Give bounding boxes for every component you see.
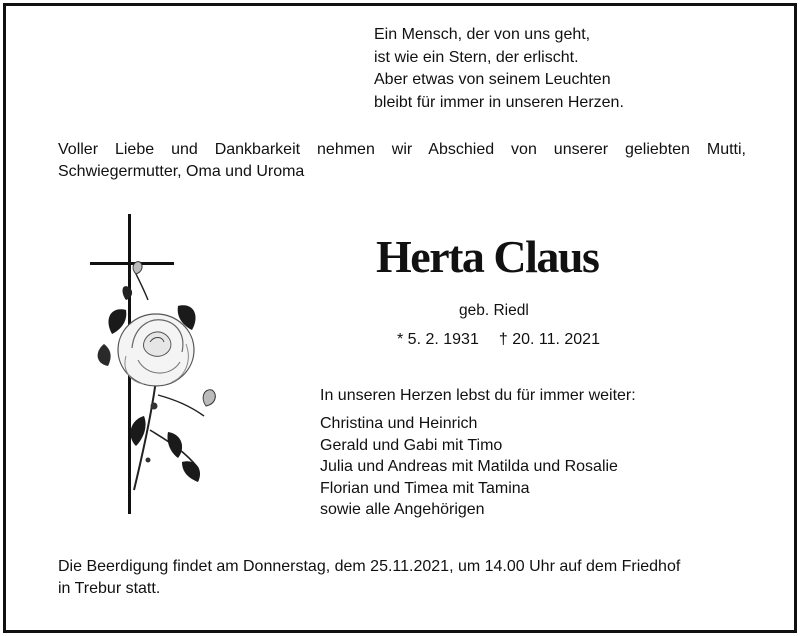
poem xyxy=(374,24,624,114)
birth-date: * 5. 2. 1931 xyxy=(397,331,479,348)
mourner-entry: Julia und Andreas mit Matilda und Rosalie xyxy=(320,458,618,475)
poem-line: ist wie ein Stern, der erlischt. xyxy=(374,48,579,66)
mourner-entry: sowie alle Angehörigen xyxy=(320,501,485,518)
farewell-intro xyxy=(58,139,746,183)
poem-line: Aber etwas von seinem Leuchten xyxy=(374,71,611,88)
mourner-entry: Christina und Heinrich xyxy=(320,415,478,432)
deceased-name: Herta Claus xyxy=(376,231,599,282)
farewell-intro-line: Voller Liebe und Dankbarkeit nehmen wir Abschied von unserer geliebten Mutti, xyxy=(58,141,746,158)
farewell-intro-line: Schwiegermutter, Oma und Uroma xyxy=(58,163,305,180)
life-dates xyxy=(397,331,600,349)
funeral-notice xyxy=(58,556,748,599)
maiden-name: geb. Riedl xyxy=(459,302,529,319)
mourners-list xyxy=(320,413,618,521)
mourner-entry: Florian und Timea mit Tamina xyxy=(320,479,530,497)
poem-line: bleibt für immer in unseren Herzen. xyxy=(374,93,624,111)
mourner-entry: Gerald und Gabi mit Timo xyxy=(320,436,503,454)
funeral-notice-line: Die Beerdigung findet am Donnerstag, dem 25.11.2021, um 14.00 Uhr auf dem Friedhof xyxy=(58,558,681,575)
mourners-intro: In unseren Herzen lebst du für immer weiter: xyxy=(320,387,636,404)
poem-line: Ein Mensch, der von uns geht, xyxy=(374,26,591,43)
cross-with-rose-icon xyxy=(86,210,226,520)
death-date: † 20. 11. 2021 xyxy=(498,331,600,348)
funeral-notice-line: in Trebur statt. xyxy=(58,579,161,597)
